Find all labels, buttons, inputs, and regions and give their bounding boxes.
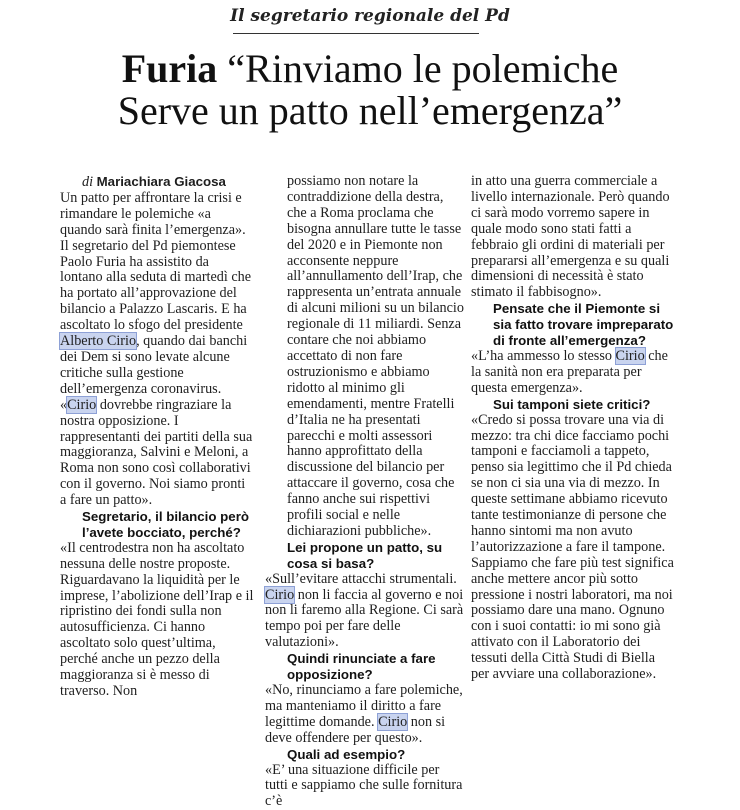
- headline: [0, 48, 740, 132]
- question: Pensate che il Piemonte si sia fatto trovare impreparato di fronte all’emergenza?: [493, 301, 674, 349]
- answer: «Sull’evitare attacchi strumentali. Cirio non li faccia al governo e noi non li faremo alla Regione. Ci sarà tempo poi per fare delle valutazioni».: [265, 570, 464, 651]
- answer: «L’ha ammesso lo stesso Cirio che la sanità non era preparata per questa emergenza».: [471, 347, 668, 396]
- byline-prefix: di: [82, 174, 94, 190]
- question: Lei propone un patto, su cosa si basa?: [287, 539, 443, 571]
- question: Quindi rinunciate a fare opposizione?: [287, 651, 436, 683]
- question: Segretario, il bilancio però l’avete bocciato, perché?: [82, 509, 249, 540]
- headline-line-1: [0, 48, 740, 90]
- answer: «Il centrodestra non ha ascoltato nessuna delle nostre proposte. Riguardavano la liquidità per le imprese, l’abolizione dell’Irap e il ripristino dei fondi sulla non autosufficienza. Ci hanno ascoltato solo quest’ultima, perché anche un pezzo della maggioranza si è messo di traverso. Non: [60, 539, 254, 699]
- headline-line-2: Serve un patto nell’emergenza”: [117, 88, 623, 133]
- question: Sui tamponi siete critici?: [493, 396, 651, 412]
- headline-quote-1: “Rinviamo le polemiche: [227, 46, 619, 91]
- kicker-rule: [233, 33, 479, 34]
- answer-continued: possiamo non notare la contraddizione della destra, che a Roma proclama che bisogna annullare tutte le tasse del 2020 e in Piemonte non acconsente neppure all’annullamento dell’Irap, che rappresenta un’entrata annuale di alcuni milioni su un bilancio regionale di 11 miliardi. Senza contare che noi abbiamo accettato di non fare ostruzionismo e abbiamo ridotto al minimo gli emendamenti, mentre Fratelli d’Italia ne ha presentati parecchi e molti assessori hanno approfittato della discussione del bilancio per attaccare il governo, cosa che fanno anche sui rispettivi profili social e nelle dichiarazioni pubbliche».: [287, 173, 464, 539]
- answer: «No, rinunciamo a fare polemiche, ma manteniamo il diritto a fare legittime domande. Cirio non si deve offendere per questo».: [265, 682, 463, 746]
- answer-continued: in atto una guerra commerciale a livello internazionale. Però quando ci sarà modo vorremo sapere in quale modo sono stati fatti a febbraio gli ordini di materiali per prepararsi all’emergenza e su quali dimensioni di necessità è stato stimato il fabbisogno».: [471, 173, 670, 301]
- kicker: Il segretario regionale del Pd: [230, 6, 510, 26]
- highlight-cirio: Cirio: [67, 396, 97, 413]
- answer: «Credo si possa trovare una via di mezzo: tra chi dice facciamo pochi tamponi e facciamoli a tappeto, penso sia legittimo che il Pd chieda se non ci sia una via di mezzo. In queste settimane abbiamo ricevuto tante testimonianze di persone che hanno sintomi ma non avuto l’autorizzazione a fare il tampone. Sappiamo che fare più test significa anche mettere ancor più sotto pressione i nostri laboratori, ma noi possiamo dare una mano. Ognuno con i suoi contatti: io mi sono già attivato con il Laboratorio dei tessuti della Città Studi di Biella per avviare una collaborazione».: [471, 411, 674, 683]
- intro-paragraph: Un patto per affrontare la crisi e rimandare le polemiche «a quando sarà finita l’emergenza». Il segretario del Pd piemontese Paolo Furia ha assistito da lontano alla seduta di martedì che ha portato all’approvazione del bilancio a Palazzo Lascaris. E ha ascoltato lo sfogo del presidente Alberto Cirio, quando dai banchi dei Dem si sono levate alcune critiche sulla gestione dell’emergenza coronavirus. «Cirio dovrebbe ringraziare la nostra opposizione. I rappresentanti dei partiti della sua maggioranza, Salvini e Meloni, a Roma non sono così collaborativi con il governo. Noi siamo pronti a fare un patto».: [60, 189, 253, 509]
- highlight-cirio: Cirio: [265, 586, 295, 603]
- highlight-cirio: Cirio: [615, 347, 645, 364]
- byline: [60, 174, 254, 191]
- highlight-cirio: Alberto Cirio: [60, 333, 137, 350]
- column-2: [265, 174, 465, 810]
- headline-name: Furia: [121, 46, 218, 91]
- answer: «E’ una situazione difficile per tutti e sappiamo che sulle fornitura c’è: [265, 761, 463, 810]
- question: Quali ad esempio?: [287, 746, 406, 762]
- highlight-cirio: Cirio: [378, 713, 408, 730]
- column-3: [471, 174, 676, 683]
- column-1: [60, 174, 254, 700]
- byline-author: Mariachiara Giacosa: [96, 174, 226, 189]
